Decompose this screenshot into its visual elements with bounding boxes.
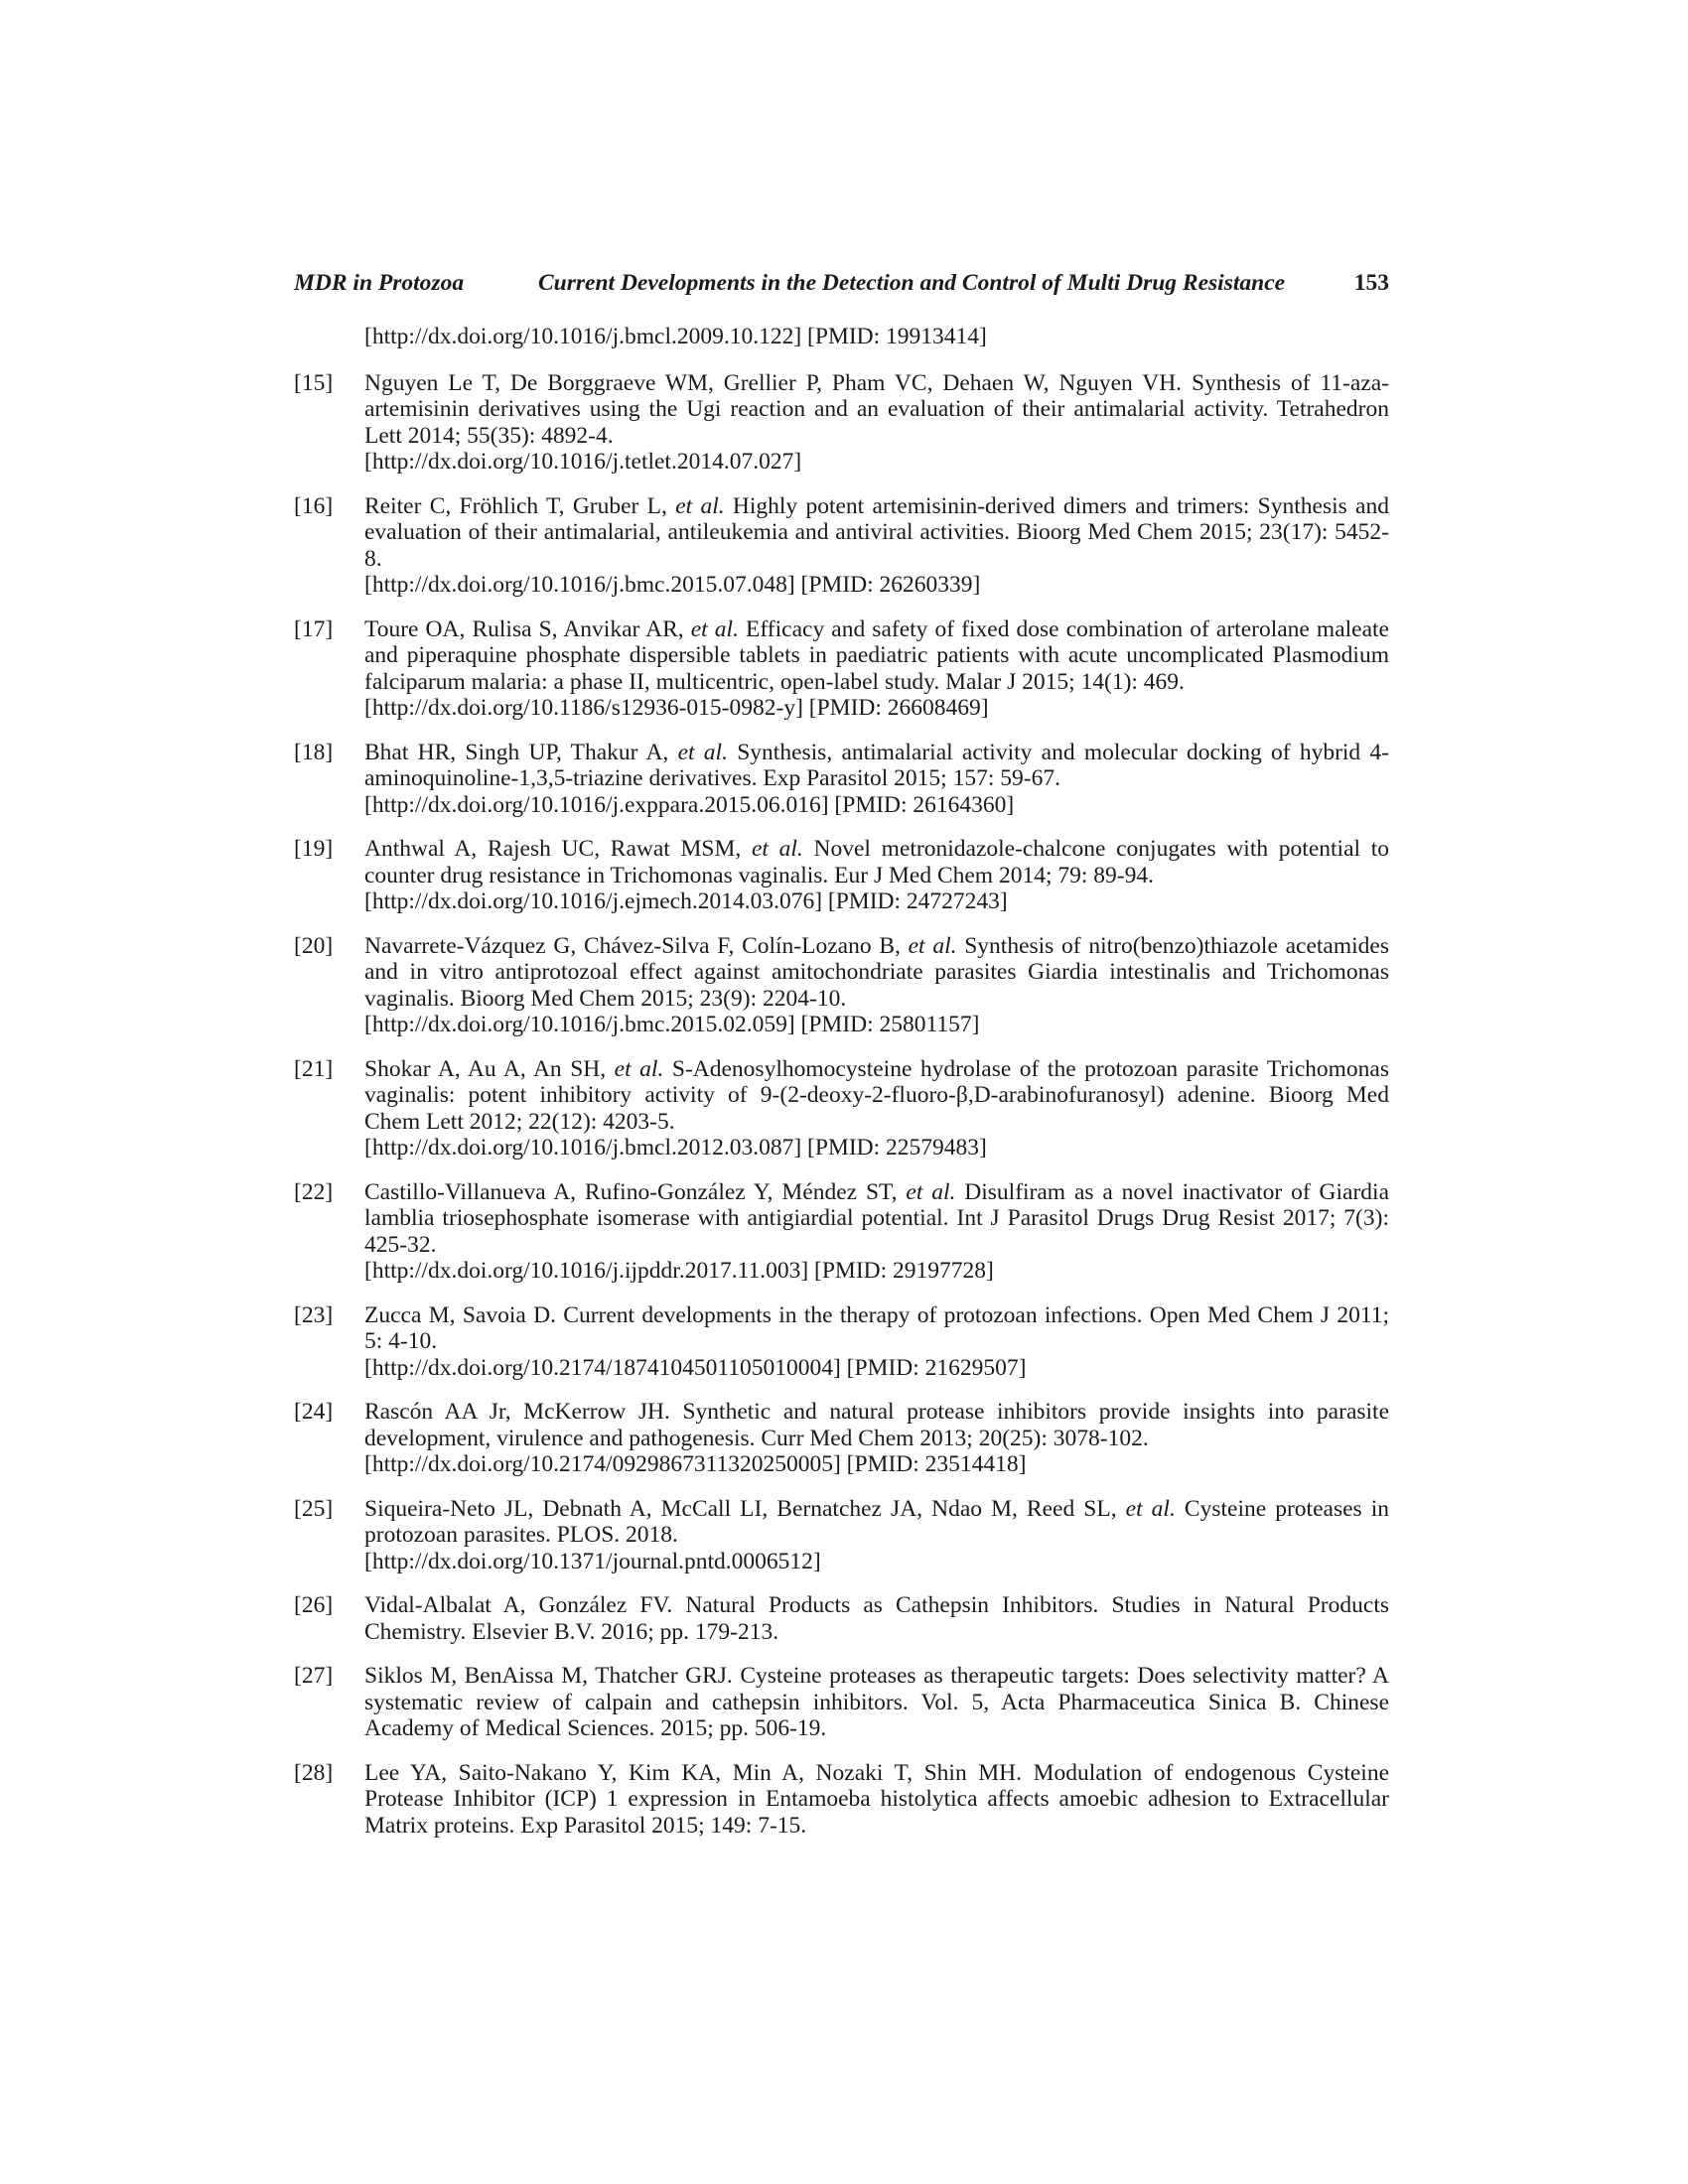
reference-authors: Bhat HR, Singh UP, Thakur A, (364, 739, 669, 765)
reference-number: [21] (294, 1055, 334, 1082)
reference-authors: Castillo-Villanueva A, Rufino-González Y, Méndez ST, (364, 1178, 898, 1205)
reference-authors: Navarrete-Vázquez G, Chávez-Silva F, Colín-Lozano B, (364, 932, 901, 959)
reference-link: [http://dx.doi.org/10.2174/1874104501105010004] [PMID: 21629507] (364, 1354, 1027, 1381)
reference-item (294, 1179, 1389, 1285)
reference-authors: Reiter C, Fröhlich T, Gruber L, (364, 492, 667, 519)
reference-item (294, 370, 1389, 476)
reference-etal: et al. (908, 932, 957, 959)
page-header (294, 270, 1389, 306)
reference-body (364, 1760, 1389, 1840)
reference-body (364, 493, 1389, 573)
reference-title-source: Natural Products as Cathepsin Inhibitors. Studies in Natural Products Chemistry. Elsevier B.V. 2016; pp. 179-213. (364, 1592, 1389, 1645)
reference-title-source: Current developments in the therapy of protozoan infections. Open Med Chem J 2011; 5: 4-10. (364, 1301, 1389, 1354)
reference-item (294, 1760, 1389, 1840)
reference-body (364, 1399, 1389, 1451)
reference-link: [http://dx.doi.org/10.1371/journal.pntd.0006512] (364, 1548, 821, 1574)
reference-body (364, 933, 1389, 1013)
reference-body (364, 1056, 1389, 1136)
reference-authors: Rascón AA Jr, McKerrow JH. (364, 1399, 670, 1425)
reference-item (294, 616, 1389, 722)
reference-item (294, 1056, 1389, 1161)
reference-list (294, 324, 1389, 1856)
reference-link: [http://dx.doi.org/10.1016/j.ejmech.2014.03.076] [PMID: 24727243] (364, 888, 1008, 914)
reference-etal: et al. (675, 492, 725, 519)
reference-body (364, 1302, 1389, 1355)
reference-item (294, 836, 1389, 915)
reference-number: [23] (294, 1301, 334, 1328)
reference-link: [http://dx.doi.org/10.1016/j.ijpddr.2017.11.003] [PMID: 29197728] (364, 1258, 994, 1284)
reference-link: [http://dx.doi.org/10.1016/j.tetlet.2014.07.027] (364, 449, 802, 475)
page-number: 153 (1353, 270, 1389, 296)
reference-body (364, 740, 1389, 792)
reference-authors: Toure OA, Rulisa S, Anvikar AR, (364, 615, 684, 642)
reference-title-source: Cysteine proteases as therapeutic targets: Does selectivity matter? A systematic review of calpain and cathepsin inhibitors. Vol. 5, Acta Pharmaceutica Sinica B. Chinese Academy of Medical Sciences. 2015; pp. 506-19. (364, 1663, 1390, 1741)
reference-link: [http://dx.doi.org/10.1016/j.bmc.2015.02.059] [PMID: 25801157] (364, 1012, 980, 1037)
running-head-left: MDR in Protozoa (294, 270, 465, 296)
reference-item (294, 933, 1389, 1038)
reference-title-source: Modulation of endogenous Cysteine Protease Inhibitor (ICP) 1 expression in Entamoeba histolytica affects amoebic adhesion to Extracellular Matrix proteins. Exp Parasitol 2015; 149: 7-15. (364, 1759, 1390, 1839)
reference-authors: Anthwal A, Rajesh UC, Rawat MSM, (364, 836, 742, 862)
reference-authors: Vidal-Albalat A, González FV. (364, 1592, 673, 1618)
reference-etal: et al. (614, 1055, 664, 1082)
reference-number: [19] (294, 836, 334, 862)
reference-item (294, 1663, 1389, 1742)
running-head-title: Current Developments in the Detection and Control of Multi Drug Resistance (538, 270, 1286, 296)
reference-number: [24] (294, 1399, 334, 1425)
reference-etal: et al. (906, 1178, 956, 1205)
reference-body (364, 1663, 1389, 1742)
reference-number: [15] (294, 369, 334, 396)
reference-etal: et al. (1125, 1495, 1176, 1522)
reference-body (364, 1592, 1389, 1645)
reference-number: [20] (294, 932, 334, 959)
reference-number: [17] (294, 615, 334, 642)
reference-title-source: Disulfiram as a novel inactivator of Giardia lamblia triosephosphate isomerase with antigiardial potential. Int J Parasitol Drugs Drug Resist 2017; 7(3): 425-32. (364, 1178, 1390, 1258)
reference-item (294, 1302, 1389, 1382)
reference-title-source: Synthesis of 11-aza-artemisinin derivatives using the Ugi reaction and an evaluation of their antimalarial activity. Tetrahedron Lett 2014; 55(35): 4892-4. (364, 369, 1390, 449)
reference-title-source: Synthesis of nitro(benzo)thiazole acetamides and in vitro antiprotozoal effect against amitochondriate parasites Giardia intestinalis and Trichomonas vaginalis. Bioorg Med Chem 2015; 23(9): 2204-10. (364, 932, 1389, 1012)
reference-link: [http://dx.doi.org/10.1016/j.bmcl.2012.03.087] [PMID: 22579483] (364, 1135, 987, 1160)
reference-authors: Siqueira-Neto JL, Debnath A, McCall LI, Bernatchez JA, Ndao M, Reed SL, (364, 1495, 1117, 1522)
reference-item (294, 1592, 1389, 1645)
reference-authors: Siklos M, BenAissa M, Thatcher GRJ. (364, 1663, 733, 1689)
reference-number: [27] (294, 1663, 334, 1689)
reference-body (364, 616, 1389, 696)
reference-title-source: Synthesis, antimalarial activity and molecular docking of hybrid 4-aminoquinoline-1,3,5-triazine derivatives. Exp Parasitol 2015; 157: 59-67. (364, 739, 1390, 791)
reference-continuation (294, 324, 1389, 350)
reference-body (364, 370, 1389, 450)
reference-link: [http://dx.doi.org/10.1016/j.bmcl.2009.10.122] [PMID: 19913414] (364, 324, 987, 349)
reference-authors: Shokar A, Au A, An SH, (364, 1055, 607, 1082)
reference-number: [28] (294, 1759, 334, 1786)
reference-item (294, 1399, 1389, 1478)
reference-title-source: Synthetic and natural protease inhibitors provide insights into parasite development, virulence and pathogenesis. Curr Med Chem 2013; 20(25): 3078-102. (364, 1399, 1390, 1451)
reference-title-source: S-Adenosylhomocysteine hydrolase of the protozoan parasite Trichomonas vaginalis: potent inhibitory activity of 9-(2-deoxy-2-fluoro-β,D-arabinofuranosyl) adenine. Bioorg Med Chem Lett 2012; 22(12): 4203-5. (364, 1055, 1390, 1135)
reference-item (294, 1496, 1389, 1575)
reference-body (364, 836, 1389, 888)
reference-number: [26] (294, 1592, 334, 1618)
reference-item (294, 493, 1389, 599)
reference-etal: et al. (690, 615, 739, 642)
reference-title-source: Highly potent artemisinin-derived dimers and trimers: Synthesis and evaluation of their antimalarial, antileukemia and antiviral activities. Bioorg Med Chem 2015; 23(17): 5452-8. (364, 492, 1389, 572)
reference-number: [22] (294, 1178, 334, 1205)
reference-authors: Lee YA, Saito-Nakano Y, Kim KA, Min A, Nozaki T, Shin MH. (364, 1759, 1022, 1786)
reference-link: [http://dx.doi.org/10.1186/s12936-015-0982-y] [PMID: 26608469] (364, 695, 989, 721)
reference-link: [http://dx.doi.org/10.2174/0929867311320250005] [PMID: 23514418] (364, 1451, 1027, 1477)
reference-link: [http://dx.doi.org/10.1016/j.bmc.2015.07.048] [PMID: 26260339] (364, 572, 981, 598)
reference-number: [16] (294, 492, 334, 519)
reference-title-source: Cysteine proteases in protozoan parasites. PLOS. 2018. (364, 1495, 1390, 1548)
reference-title-source: Novel metronidazole-chalcone conjugates with potential to counter drug resistance in Trichomonas vaginalis. Eur J Med Chem 2014; 79: 89-94. (364, 836, 1390, 888)
reference-number: [25] (294, 1495, 334, 1522)
reference-authors: Nguyen Le T, De Borggraeve WM, Grellier P, Pham VC, Dehaen W, Nguyen VH. (364, 369, 1183, 396)
reference-title-source: Efficacy and safety of fixed dose combination of arterolane maleate and piperaquine phosphate dispersible tablets in paediatric patients with acute uncomplicated Plasmodium falciparum malaria: a phase II, multicentric, open-label study. Malar J 2015; 14(1): 469. (364, 615, 1389, 695)
reference-body (364, 1496, 1389, 1549)
reference-link: [http://dx.doi.org/10.1016/j.exppara.2015.06.016] [PMID: 26164360] (364, 791, 1015, 818)
reference-etal: et al. (751, 836, 803, 862)
reference-authors: Zucca M, Savoia D. (364, 1301, 556, 1328)
reference-item (294, 740, 1389, 819)
reference-body (364, 1179, 1389, 1259)
reference-etal: et al. (677, 739, 728, 765)
reference-number: [18] (294, 739, 334, 765)
